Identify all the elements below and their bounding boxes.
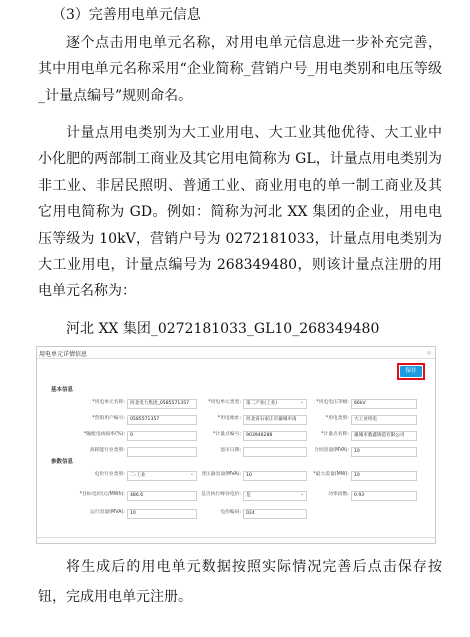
grid-category-input[interactable] [127, 447, 197, 457]
loss-rate-input[interactable]: 0 [127, 431, 197, 441]
account-no-input[interactable]: 0585571357 [127, 415, 197, 425]
example-unit-name: 河北 XX 集团_0272181033_GL10_268349480 [66, 321, 380, 337]
max-demand-input[interactable]: 10 [351, 471, 417, 481]
section-heading: （3）完善用电单元信息 [52, 7, 201, 23]
section-param-info: 参数信息 [51, 459, 74, 465]
section-basic-info: 基本信息 [51, 387, 74, 393]
meter-no-input[interactable]: 903946288 [243, 431, 307, 441]
window-handle-icon [427, 351, 431, 355]
screenshot-title: 用电单元详情信息 [39, 351, 88, 358]
paragraph-category-rule: 计量点用电类别为大工业用电、大工业其他优待、大工业中小化肥的两部制工商业及其它用电简称为 GL，计量点用电类别为非工业、非居民照明、普通工业、商业用电的单一制工商业及其它用电简称为 GD。例如：简称为河北 XX 集团的企业，用电电压等级为 10kV，营销户号为 0272181033，计量点用电类别为大工业用电，计量点编号为 268349480，则该计量点注册的用电单元名称为： [38, 125, 442, 300]
bottom-divider [37, 537, 435, 538]
elec-category-input[interactable]: 大工业用电 [351, 415, 417, 425]
price-code-input[interactable]: 024 [243, 509, 307, 519]
industry-select[interactable]: 二-工业 ⌄ [127, 471, 197, 481]
run-cap-input[interactable]: 10 [127, 509, 197, 519]
paragraph-save-instruction: 将生成后的用电单元数据按照实际情况完善后点击保存按钮，完成用电单元注册。 [38, 559, 442, 605]
drop-date-input[interactable] [243, 447, 307, 457]
save-button-highlight [397, 363, 425, 380]
meter-name-input[interactable]: 藁城市鼎鑫铸造有限公司 [351, 431, 417, 441]
contract-cap-input[interactable]: 10 [351, 447, 417, 457]
title-divider [37, 358, 435, 359]
voltage-level-input[interactable]: 66kV [351, 399, 417, 409]
time-of-use-select[interactable]: 是 ⌄ [243, 491, 307, 501]
unit-detail-screenshot: 用电单元详情信息 保存 基本信息 *用电单元名称: 河北电力集团_0585571357 *用电单元类型: 第二产业(工业) ⌄ *用电电压等级: 66kV *营销用户编号: 0585571357 *用电地址: 河北省石家庄市藁城市南 *用电类别: 大工业用电 *输配电线损率(%): 0 *计量点编号: 903946288 *计量点名称: 藁城市鼎鑫铸造有限公司 高耗能行业类别: 退市日期: 合同容量(MVA): 10 参数信息 电价行业类别: 二-工业 ⌄ 变压器容量(MVA): 10 *最大需量(MW): 10 *目标电价(元/MWh): 486.6 是否执行峰谷电价: 是 ⌄ 功率因数: 0.93 运行容量(MVA): 10 电价编码: 024 [36, 346, 436, 544]
power-factor-input[interactable]: 0.93 [351, 491, 417, 501]
transformer-cap-input[interactable]: 10 [243, 471, 307, 481]
unit-type-select[interactable]: 第二产业(工业) ⌄ [243, 399, 307, 409]
unit-name-input[interactable]: 河北电力集团_0585571357 [127, 399, 197, 409]
paragraph-naming-rule: 逐个点击用电单元名称，对用电单元信息进一步补充完善，其中用电单元名称采用“企业简称_营销户号_用电类别和电压等级_计量点编号”规则命名。 [38, 35, 442, 104]
address-input[interactable]: 河北省石家庄市藁城市南 [243, 415, 307, 425]
target-price-input[interactable]: 486.6 [127, 491, 197, 501]
save-button[interactable]: 保存 [400, 366, 422, 377]
